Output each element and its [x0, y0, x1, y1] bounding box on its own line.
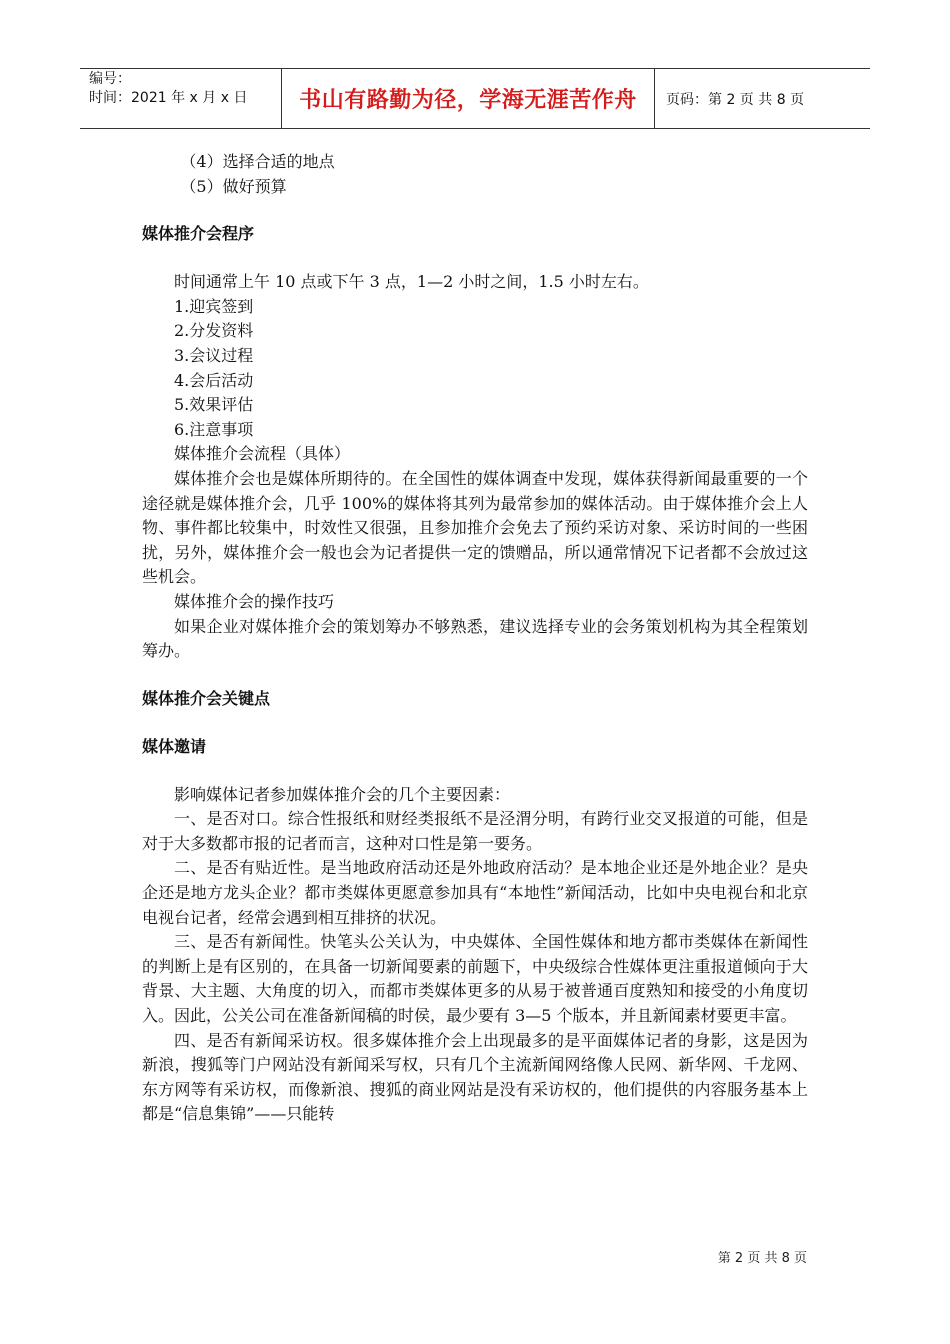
page-footer: 第 2 页 共 8 页	[717, 1251, 807, 1266]
factor-paragraph-3: 三、是否有新闻性。快笔头公关认为，中央媒体、全国性媒体和地方都市类媒体在新闻性的判断上是有区别的，在具备一切新闻要素的前题下，中央级综合性媒体更注重报道倾向于大背景、大主题、大角度的切入，而都市类媒体更多的从易于被普通百度熟知和接受的小角度切入。因此，公关公司在准备新闻稿的时侯，最少要有 3—5 个版本，并且新闻素材要更丰富。	[142, 932, 808, 1026]
factor-paragraph-2: 二、是否有贴近性。是当地政府活动还是外地政府活动？是本地企业还是外地企业？是央企还是地方龙头企业？都市类媒体更愿意参加具有“本地性”新闻活动，比如中央电视台和北京电视台记者，经常会遇到相互排挤的状况。	[142, 858, 808, 927]
spacer	[142, 759, 808, 783]
spacer	[142, 246, 808, 270]
step-item: 4.会后活动	[174, 370, 254, 390]
section-heading-procedure: 媒体推介会程序	[142, 224, 255, 244]
spacer	[142, 664, 808, 687]
factors-intro: 影响媒体记者参加媒体推介会的几个主要因素：	[174, 784, 511, 804]
header-motto: 书山有路勤为径，学海无涯苦作舟	[282, 69, 655, 128]
skills-paragraph: 如果企业对媒体推介会的策划筹办不够熟悉，建议选择专业的会务策划机构为其全程策划筹办。	[142, 616, 808, 661]
step-item: 1.迎宾签到	[174, 296, 254, 316]
flow-title: 媒体推介会流程（具体）	[174, 444, 351, 464]
factor-paragraph-4: 四、是否有新闻采访权。很多媒体推介会上出现最多的是平面媒体记者的身影，这是因为新浪，搜狐等门户网站没有新闻采写权，只有几个主流新闻网络像人民网、新华网、千龙网、东方网等有采访权，而像新浪、搜狐的商业网站是没有采访权的，他们提供的内容服务基本上都是“信息集锦”——只能转	[142, 1030, 808, 1124]
spacer	[142, 711, 808, 735]
page-header	[80, 68, 870, 129]
header-page-info: 页码：第 2 页 共 8 页	[666, 91, 805, 108]
section-heading-invite: 媒体邀请	[142, 736, 207, 756]
skills-title: 媒体推介会的操作技巧	[174, 591, 335, 611]
time-label: 时间：2021 年 x 月 x 日	[89, 90, 248, 106]
section-heading-keypoints: 媒体推介会关键点	[142, 688, 271, 708]
step-item: 2.分发资料	[174, 321, 254, 341]
header-meta-cell	[80, 69, 282, 128]
factor-paragraph-1: 一、是否对口。综合性报纸和财经类报纸不是泾渭分明，有跨行业交叉报道的可能，但是对于大多数都市报的记者而言，这种对口性是第一要务。	[142, 809, 808, 853]
number-label: 编号：	[89, 71, 131, 87]
step-item: 3.会议过程	[174, 345, 254, 365]
document-body	[142, 150, 808, 1127]
step-item: 5.效果评估	[174, 395, 254, 415]
list-item-5: （5）做好预算	[180, 176, 287, 196]
step-item: 6.注意事项	[174, 419, 254, 439]
list-item-4: （4）选择合适的地点	[180, 152, 335, 171]
spacer	[142, 199, 808, 222]
flow-paragraph: 媒体推介会也是媒体所期待的。在全国性的媒体调查中发现，媒体获得新闻最重要的一个途径就是媒体推介会，几乎 100%的媒体将其列为最常参加的媒体活动。由于媒体推介会上人物、事件都比较集中，时效性又很强，且参加推介会免去了预约采访对象、采访时间的一些困扰，另外，媒体推介会一般也会为记者提供一定的馈赠品，所以通常情况下记者都不会放过这些机会。	[142, 468, 808, 587]
time-text: 时间通常上午 10 点或下午 3 点，1—2 小时之间，1.5 小时左右。	[174, 272, 649, 292]
